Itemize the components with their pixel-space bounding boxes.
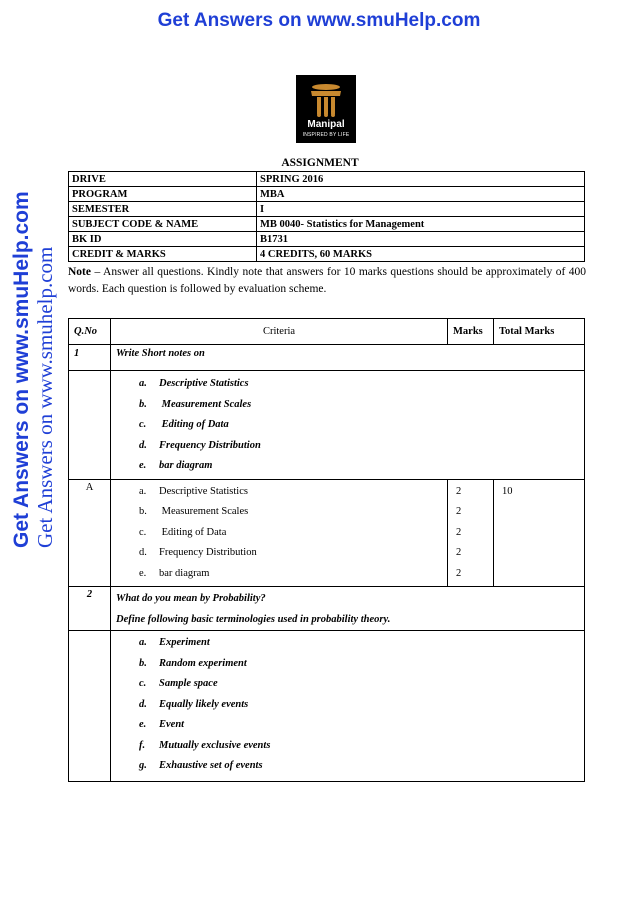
info-value: 4 CREDITS, 60 MARKS <box>257 247 585 262</box>
logo-tagline: INSPIRED BY LIFE <box>302 132 350 138</box>
info-value: B1731 <box>257 232 585 247</box>
header-banner: Get Answers on www.smuHelp.com <box>157 10 481 31</box>
list-item: c. Sample space <box>139 678 218 689</box>
question-number: 1 <box>69 345 111 371</box>
note-paragraph <box>68 264 586 298</box>
answer-label: A <box>69 479 111 587</box>
answer-total <box>494 479 585 587</box>
list-item: g. Exhaustive set of events <box>139 760 263 771</box>
header-qno: Q.No <box>69 319 111 345</box>
list-item: a. Experiment <box>139 637 210 648</box>
table-header-row <box>69 319 585 345</box>
list-item: e. bar diagram <box>139 460 213 471</box>
note-text: – Answer all questions. Kindly note that answers for 10 marks questions should be approximately of 400 words. Each question is followed by evaluation scheme. <box>68 266 586 295</box>
mark-value: 2 <box>456 506 462 517</box>
question-2-items <box>111 631 585 782</box>
header-total-marks: Total Marks <box>494 319 585 345</box>
assignment-heading: ASSIGNMENT <box>281 157 359 169</box>
list-item: d. Frequency Distribution <box>139 439 261 451</box>
info-key: DRIVE <box>69 172 257 187</box>
side-watermark-bold: Get Answers on www.smuHelp.com <box>10 191 33 548</box>
info-row <box>69 232 585 247</box>
info-key: CREDIT & MARKS <box>69 247 257 262</box>
question-line: Define following basic terminologies used in probability theory. <box>116 613 391 625</box>
list-item: c. Editing of Data <box>139 419 229 430</box>
mark-value: 2 <box>456 485 462 497</box>
info-key: SUBJECT CODE & NAME <box>69 217 257 232</box>
question-line: What do you mean by Probability? <box>116 593 266 604</box>
list-item: e. Event <box>139 719 185 730</box>
info-row <box>69 202 585 217</box>
question-2-text <box>111 587 585 631</box>
info-row <box>69 172 585 187</box>
mark-value: 2 <box>456 526 462 538</box>
logo-mark-icon <box>296 75 356 119</box>
list-item: e. bar diagram <box>139 567 210 579</box>
mark-value: 2 <box>456 567 462 579</box>
list-item: a. Descriptive Statistics <box>139 378 249 389</box>
list-item: c. Editing of Data <box>139 526 227 538</box>
question-1-items <box>111 371 585 480</box>
list-item: f. Mutually exclusive events <box>139 739 271 751</box>
note-label: Note <box>68 266 91 278</box>
list-item: d. Equally likely events <box>139 698 249 710</box>
manipal-logo <box>296 75 356 143</box>
info-key: BK ID <box>69 232 257 247</box>
question-1-items-row <box>69 371 585 480</box>
question-2-items-row <box>69 631 585 782</box>
info-value: I <box>257 202 585 217</box>
answer-items <box>111 479 448 587</box>
question-2-row <box>69 587 585 631</box>
mark-value: 2 <box>456 547 462 558</box>
info-value: MB 0040- Statistics for Management <box>257 217 585 232</box>
info-value: MBA <box>257 187 585 202</box>
list-item: a. Descriptive Statistics <box>139 485 248 497</box>
info-value: SPRING 2016 <box>257 172 585 187</box>
answer-marks <box>448 479 494 587</box>
question-1-row <box>69 345 585 371</box>
list-item: d. Frequency Distribution <box>139 547 257 558</box>
side-watermark-serif: Get Answers on www.smuhelp.com <box>33 246 57 548</box>
info-row <box>69 247 585 262</box>
list-item: b. Measurement Scales <box>139 398 252 410</box>
total-mark-value: 10 <box>502 485 513 497</box>
info-row <box>69 217 585 232</box>
question-number: 2 <box>69 587 111 631</box>
info-key: PROGRAM <box>69 187 257 202</box>
questions-table <box>68 318 585 782</box>
list-item: b. Measurement Scales <box>139 506 249 517</box>
header-criteria: Criteria <box>111 319 448 345</box>
info-row <box>69 187 585 202</box>
list-item: b. Random experiment <box>139 657 247 669</box>
info-key: SEMESTER <box>69 202 257 217</box>
header-marks: Marks <box>448 319 494 345</box>
question-title: Write Short notes on <box>111 345 585 371</box>
logo-name: Manipal <box>307 119 345 130</box>
answer-scheme-row <box>69 479 585 587</box>
info-table <box>68 171 585 262</box>
